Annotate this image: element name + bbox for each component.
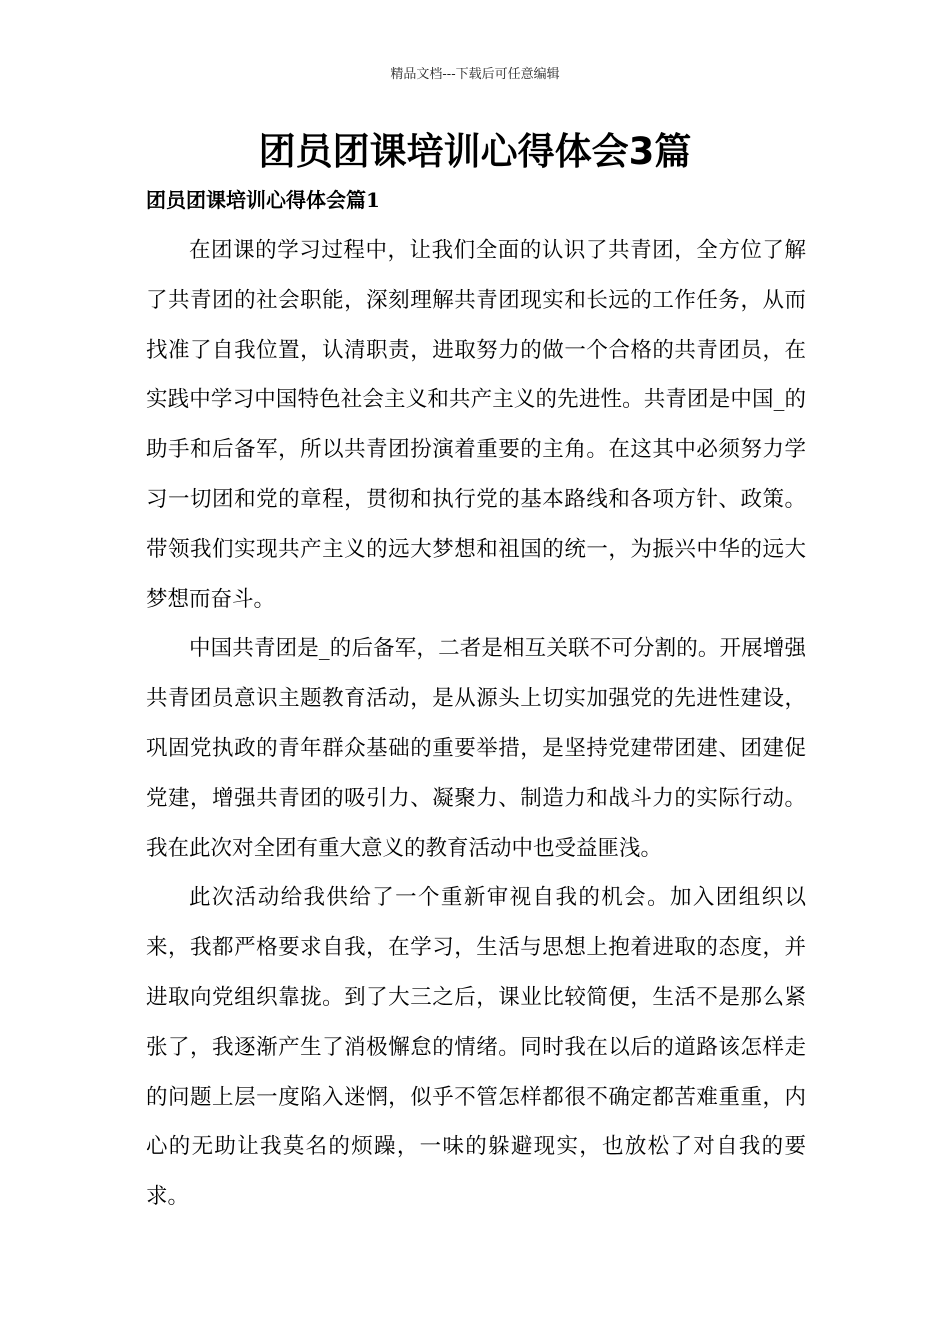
paragraph: 在团课的学习过程中，让我们全面的认识了共青团，全方位了解了共青团的社会职能，深刻理解共青团现实和长远的工作任务，从而找准了自我位置，认清职责，进取努力的做一个合格的共青团员，在实践中学习中国特色社会主义和共产主义的先进性。共青团是中国_的助手和后备军，所以共青团扮演着重要的主角。在这其中必须努力学习一切团和党的章程，贯彻和执行党的基本路线和各项方针、政策。带领我们实现共产主义的远大梦想和祖国的统一，为振兴中华的远大梦想而奋斗。	[146, 238, 806, 612]
section-heading: 团员团课培训心得体会篇1	[146, 188, 380, 212]
paragraph: 此次活动给我供给了一个重新审视自我的机会。加入团组织以来，我都严格要求自我，在学习，生活与思想上抱着进取的态度，并进取向党组织靠拢。到了大三之后，课业比较简便，生活不是那么紧张了，我逐渐产生了消极懈怠的情绪。同时我在以后的道路该怎样走的问题上层一度陷入迷惘，似乎不管怎样都很不确定都苦难重重，内心的无助让我莫名的烦躁，一味的躲避现实，也放松了对自我的要求。	[146, 885, 806, 1210]
header-note: 精品文档---下载后可任意编辑	[390, 67, 560, 82]
paragraph: 中国共青团是_的后备军，二者是相互关联不可分割的。开展增强共青团员意识主题教育活动，是从源头上切实加强党的先进性建设，巩固党执政的青年群众基础的重要举措，是坚持党建带团建、团建促党建，增强共青团的吸引力、凝聚力、制造力和战斗力的实际行动。我在此次对全团有重大意义的教育活动中也受益匪浅。	[146, 636, 806, 861]
document-body	[146, 226, 806, 1222]
document-title: 团员团课培训心得体会3篇	[258, 130, 692, 173]
